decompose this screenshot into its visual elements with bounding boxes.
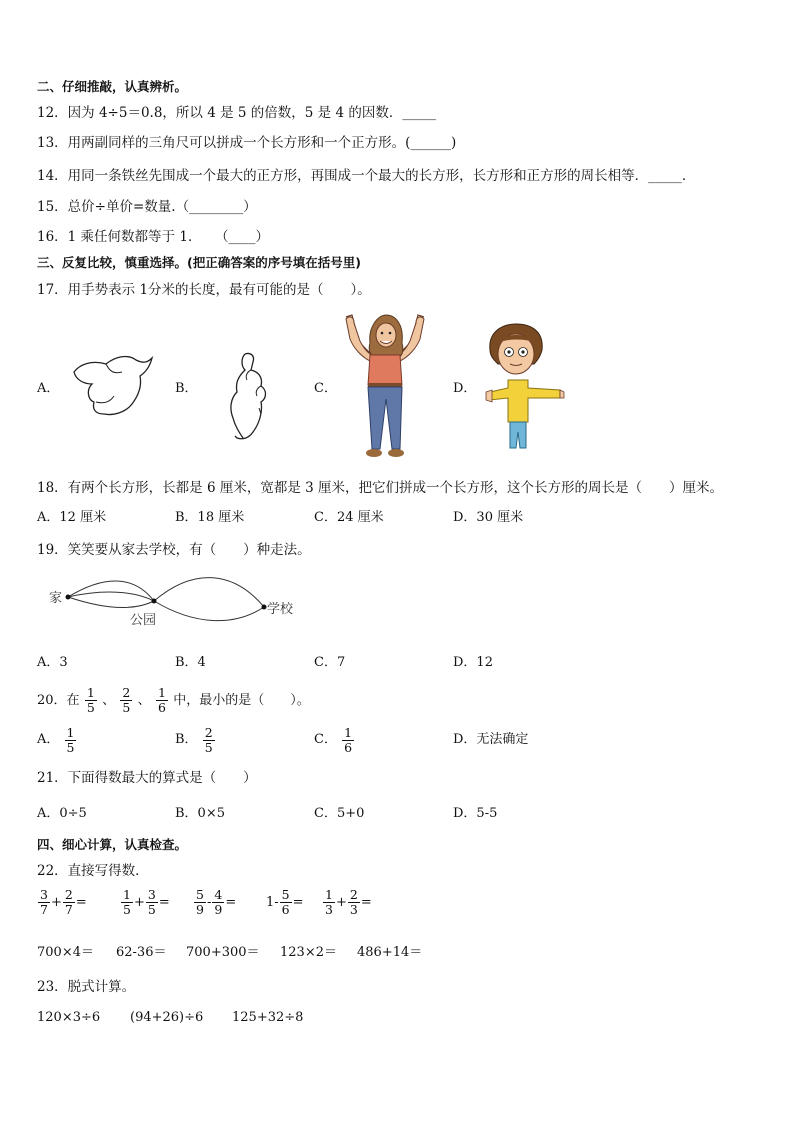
q17-option-a: A． — [37, 381, 60, 396]
q20-fraction-2: $\frac{2}{5}$ — [122, 685, 131, 715]
q21-option-c: C．5+0 — [314, 806, 365, 821]
park-label: 公园 — [130, 613, 157, 628]
q23-expr-3: 125+32÷8 — [232, 1010, 304, 1025]
question-13: 13．用两副同样的三角尺可以拼成一个长方形和一个正方形。(______) — [37, 135, 457, 151]
route-diagram — [44, 575, 314, 633]
question-19-stem: 19．笑笑要从家去学校，有（ ）种走法。 — [37, 542, 311, 558]
q22-int-expr-4: 123×2＝ — [280, 945, 337, 960]
q22-int-expr-1: 700×4＝ — [37, 945, 94, 960]
question-12: 12．因为 4÷5＝0.8，所以 4 是 5 的倍数，5 是 4 的因数．_____ — [37, 105, 437, 121]
q18-option-b: B．18 厘米 — [175, 510, 245, 525]
home-label: 家 — [49, 591, 63, 606]
park-point — [152, 599, 157, 604]
q22-fraction-expr-1: $\frac{3}{7}$ + $\frac{2}{7}$ = — [40, 887, 87, 917]
home-point — [66, 595, 71, 600]
q18-option-a: A．12 厘米 — [37, 510, 107, 525]
q20-fraction-1: $\frac{1}{5}$ — [86, 685, 95, 715]
q20-option-d: D．无法确定 — [453, 732, 529, 747]
hand-pinch-image — [66, 350, 156, 420]
q22-int-expr-3: 700+300＝ — [186, 945, 260, 960]
q18-option-d: D．30 厘米 — [453, 510, 524, 525]
q19-option-a: A．3 — [37, 655, 68, 670]
q23-expr-2: (94+26)÷6 — [130, 1010, 204, 1025]
question-15: 15．总价÷单价=数量.（________） — [37, 199, 257, 215]
q20-option-c: C． $\frac{1}{6}$ — [314, 724, 353, 755]
q17-option-c: C． — [314, 381, 337, 396]
q20-option-a: A． $\frac{1}{5}$ — [37, 724, 75, 755]
section2-title: 二、仔细推敲，认真辨析。 — [37, 79, 188, 94]
question-16: 16．1 乘任何数都等于 1． （____） — [37, 229, 269, 245]
q21-option-b: B．0×5 — [175, 806, 225, 821]
question-14: 14．用同一条铁丝先围成一个最大的正方形，再围成一个最大的长方形，长方形和正方形的周长相等．_____． — [37, 168, 696, 184]
q22-fraction-expr-4: 1- $\frac{5}{6}$ = — [266, 887, 304, 917]
q21-option-d: D．5-5 — [453, 806, 498, 821]
q19-option-b: B．4 — [175, 655, 206, 670]
q19-option-c: C．7 — [314, 655, 346, 670]
q22-int-expr-2: 62-36＝ — [116, 945, 167, 960]
q17-option-b: B． — [175, 381, 198, 396]
q20-fraction-3: $\frac{1}{6}$ — [157, 685, 166, 715]
question-20-stem: 20．在 $\frac{1}{5}$ 、 $\frac{2}{5}$ 、 $\frac{1}{6}$ 中，最小的是（ ）。 — [37, 685, 310, 715]
q22-int-expr-5: 486+14＝ — [357, 945, 423, 960]
q19-option-d: D．12 — [453, 655, 493, 670]
q22-fraction-expr-2: $\frac{1}{5}$ + $\frac{3}{5}$ = — [123, 887, 170, 917]
question-22-stem: 22．直接写得数． — [37, 863, 149, 879]
q22-fraction-expr-5: $\frac{1}{3}$ + $\frac{2}{3}$ = — [325, 887, 372, 917]
section3-title: 三、反复比较，慎重选择。(把正确答案的序号填在括号里) — [37, 255, 361, 270]
q17-option-d: D． — [453, 381, 477, 396]
q21-option-a: A．0÷5 — [37, 806, 87, 821]
question-23-stem: 23．脱式计算。 — [37, 979, 136, 995]
question-17-stem: 17．用手势表示 1分米的长度，最有可能的是（ ）。 — [37, 282, 371, 298]
q20-option-b: B． $\frac{2}{5}$ — [175, 724, 213, 755]
girl-arms-raised-image — [340, 313, 430, 463]
school-label: 学校 — [267, 602, 294, 617]
q18-option-c: C．24 厘米 — [314, 510, 384, 525]
boy-arms-out-image — [480, 322, 565, 452]
question-18-stem: 18．有两个长方形，长都是 6 厘米，宽都是 3 厘米，把它们拼成一个长方形，这个长方形的周长是（ ）厘米。 — [37, 480, 724, 496]
q22-fraction-expr-3: $\frac{5}{9}$ - $\frac{4}{9}$ = — [196, 887, 237, 917]
hand-gap-image — [215, 352, 275, 442]
q23-expr-1: 120×3÷6 — [37, 1010, 101, 1025]
school-point — [262, 605, 267, 610]
section4-title: 四、细心计算，认真检查。 — [37, 837, 188, 852]
question-21-stem: 21．下面得数最大的算式是（ ） — [37, 770, 257, 786]
